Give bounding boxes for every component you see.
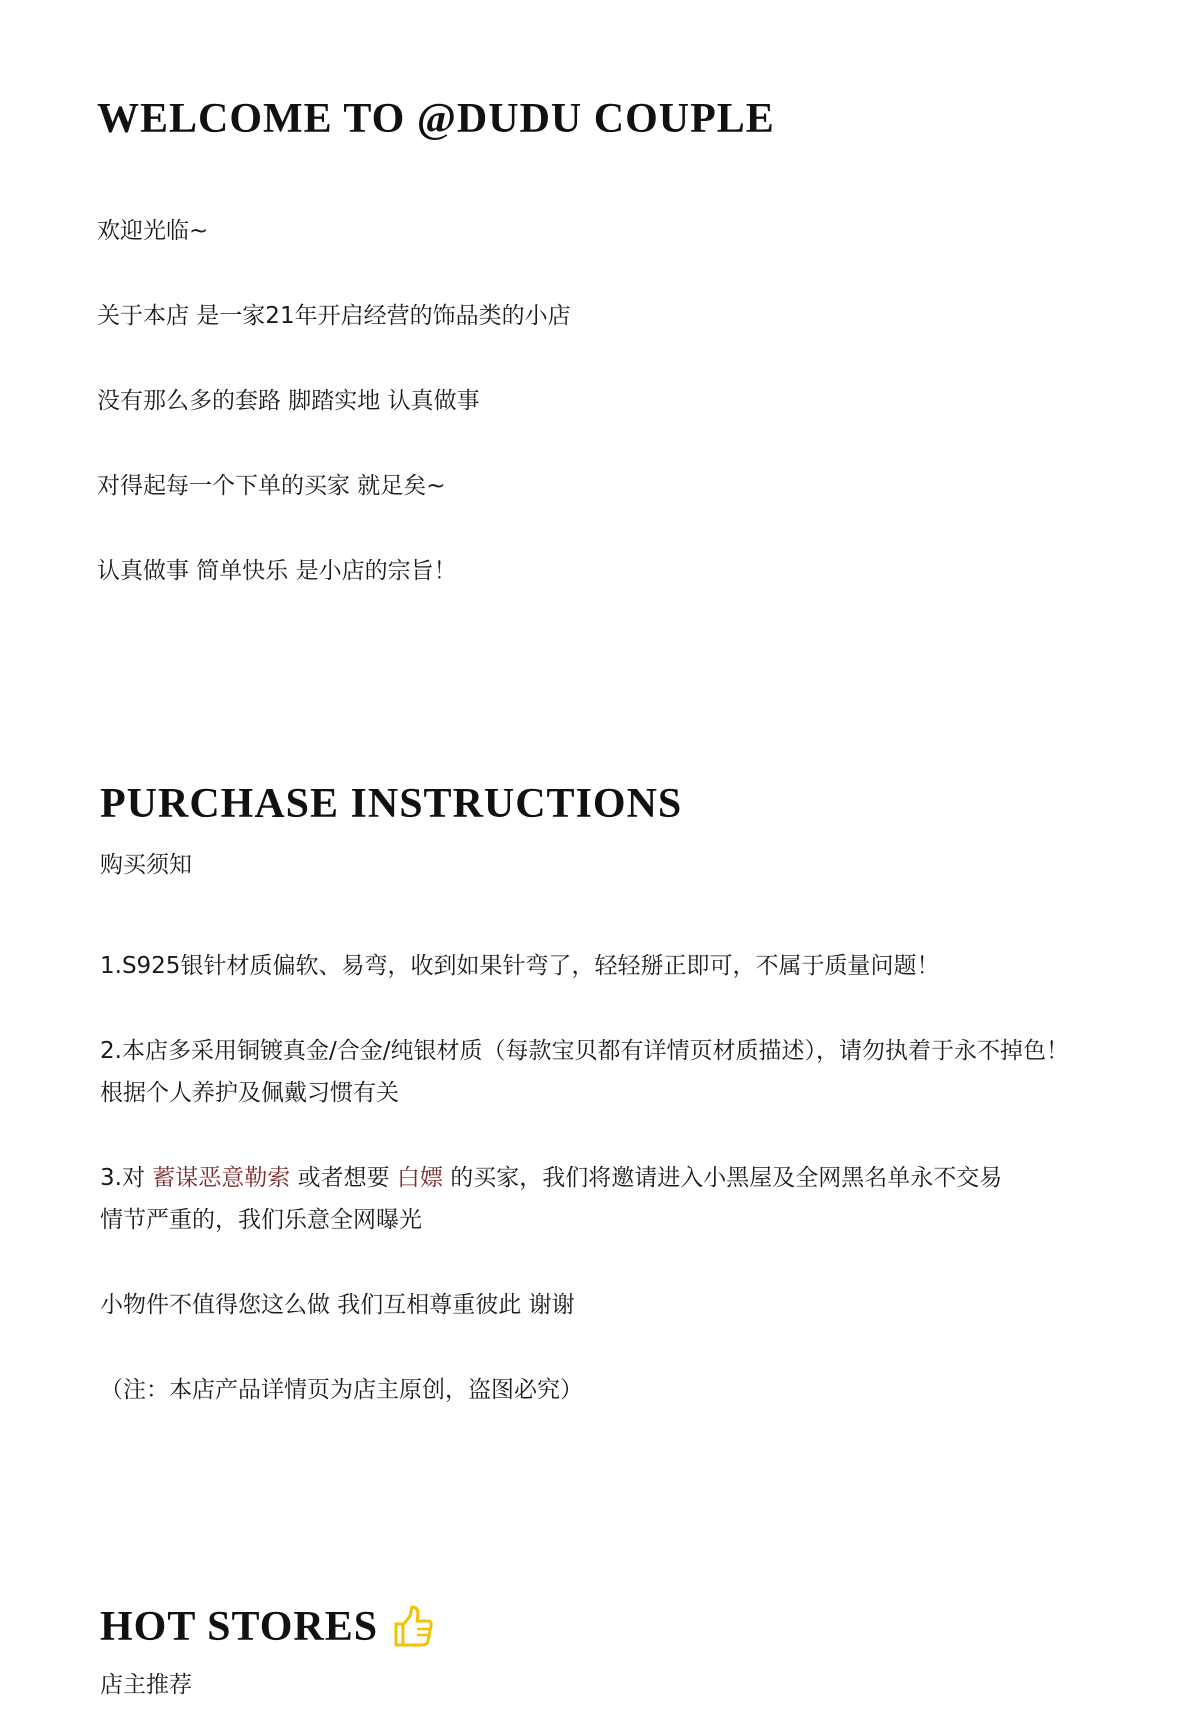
purchase-item-3-line-2: 情节严重的，我们乐意全网曝光 (100, 1207, 422, 1233)
item-3-highlight-extortion: 蓄谋恶意勒索 (152, 1165, 291, 1191)
purchase-closing: 小物件不值得您这么做 我们互相尊重彼此 谢谢 (100, 1292, 575, 1318)
item-3-middle: 或者想要 (290, 1165, 397, 1191)
thumbs-up-icon (390, 1604, 436, 1650)
purchase-item-3-line-1 (100, 1165, 1002, 1193)
welcome-title: WELCOME TO @DUDU COUPLE (97, 96, 775, 142)
hot-stores-subtitle: 店主推荐 (100, 1672, 192, 1698)
purchase-item-2-line-1: 2.本店多采用铜镀真金/合金/纯银材质（每款宝贝都有详情页材质描述），请勿执着于永不掉色！ (100, 1038, 1069, 1064)
purchase-note: （注：本店产品详情页为店主原创，盗图必究） (100, 1377, 583, 1403)
purchase-title: PURCHASE INSTRUCTIONS (100, 781, 683, 827)
purchase-item-2-line-2: 根据个人养护及佩戴习惯有关 (100, 1080, 399, 1106)
item-3-highlight-freeloader: 白嫖 (396, 1165, 443, 1191)
item-3-suffix: 的买家，我们将邀请进入小黑屋及全网黑名单永不交易 (442, 1165, 1003, 1191)
welcome-line-5: 认真做事 简单快乐 是小店的宗旨！ (97, 558, 457, 584)
item-3-prefix: 3.对 (100, 1165, 153, 1191)
welcome-line-3: 没有那么多的套路 脚踏实地 认真做事 (97, 388, 480, 414)
purchase-item-1: 1.S925银针材质偏软、易弯，收到如果针弯了，轻轻掰正即可，不属于质量问题！ (100, 953, 940, 979)
welcome-line-4: 对得起每一个下单的买家 就足矣~ (97, 473, 446, 499)
purchase-subtitle: 购买须知 (100, 852, 192, 878)
hot-stores-title (100, 1604, 436, 1650)
welcome-line-1: 欢迎光临~ (97, 218, 209, 244)
hot-stores-label: HOT STORES (100, 1604, 379, 1650)
welcome-line-2: 关于本店 是一家21年开启经营的饰品类的小店 (97, 303, 571, 329)
